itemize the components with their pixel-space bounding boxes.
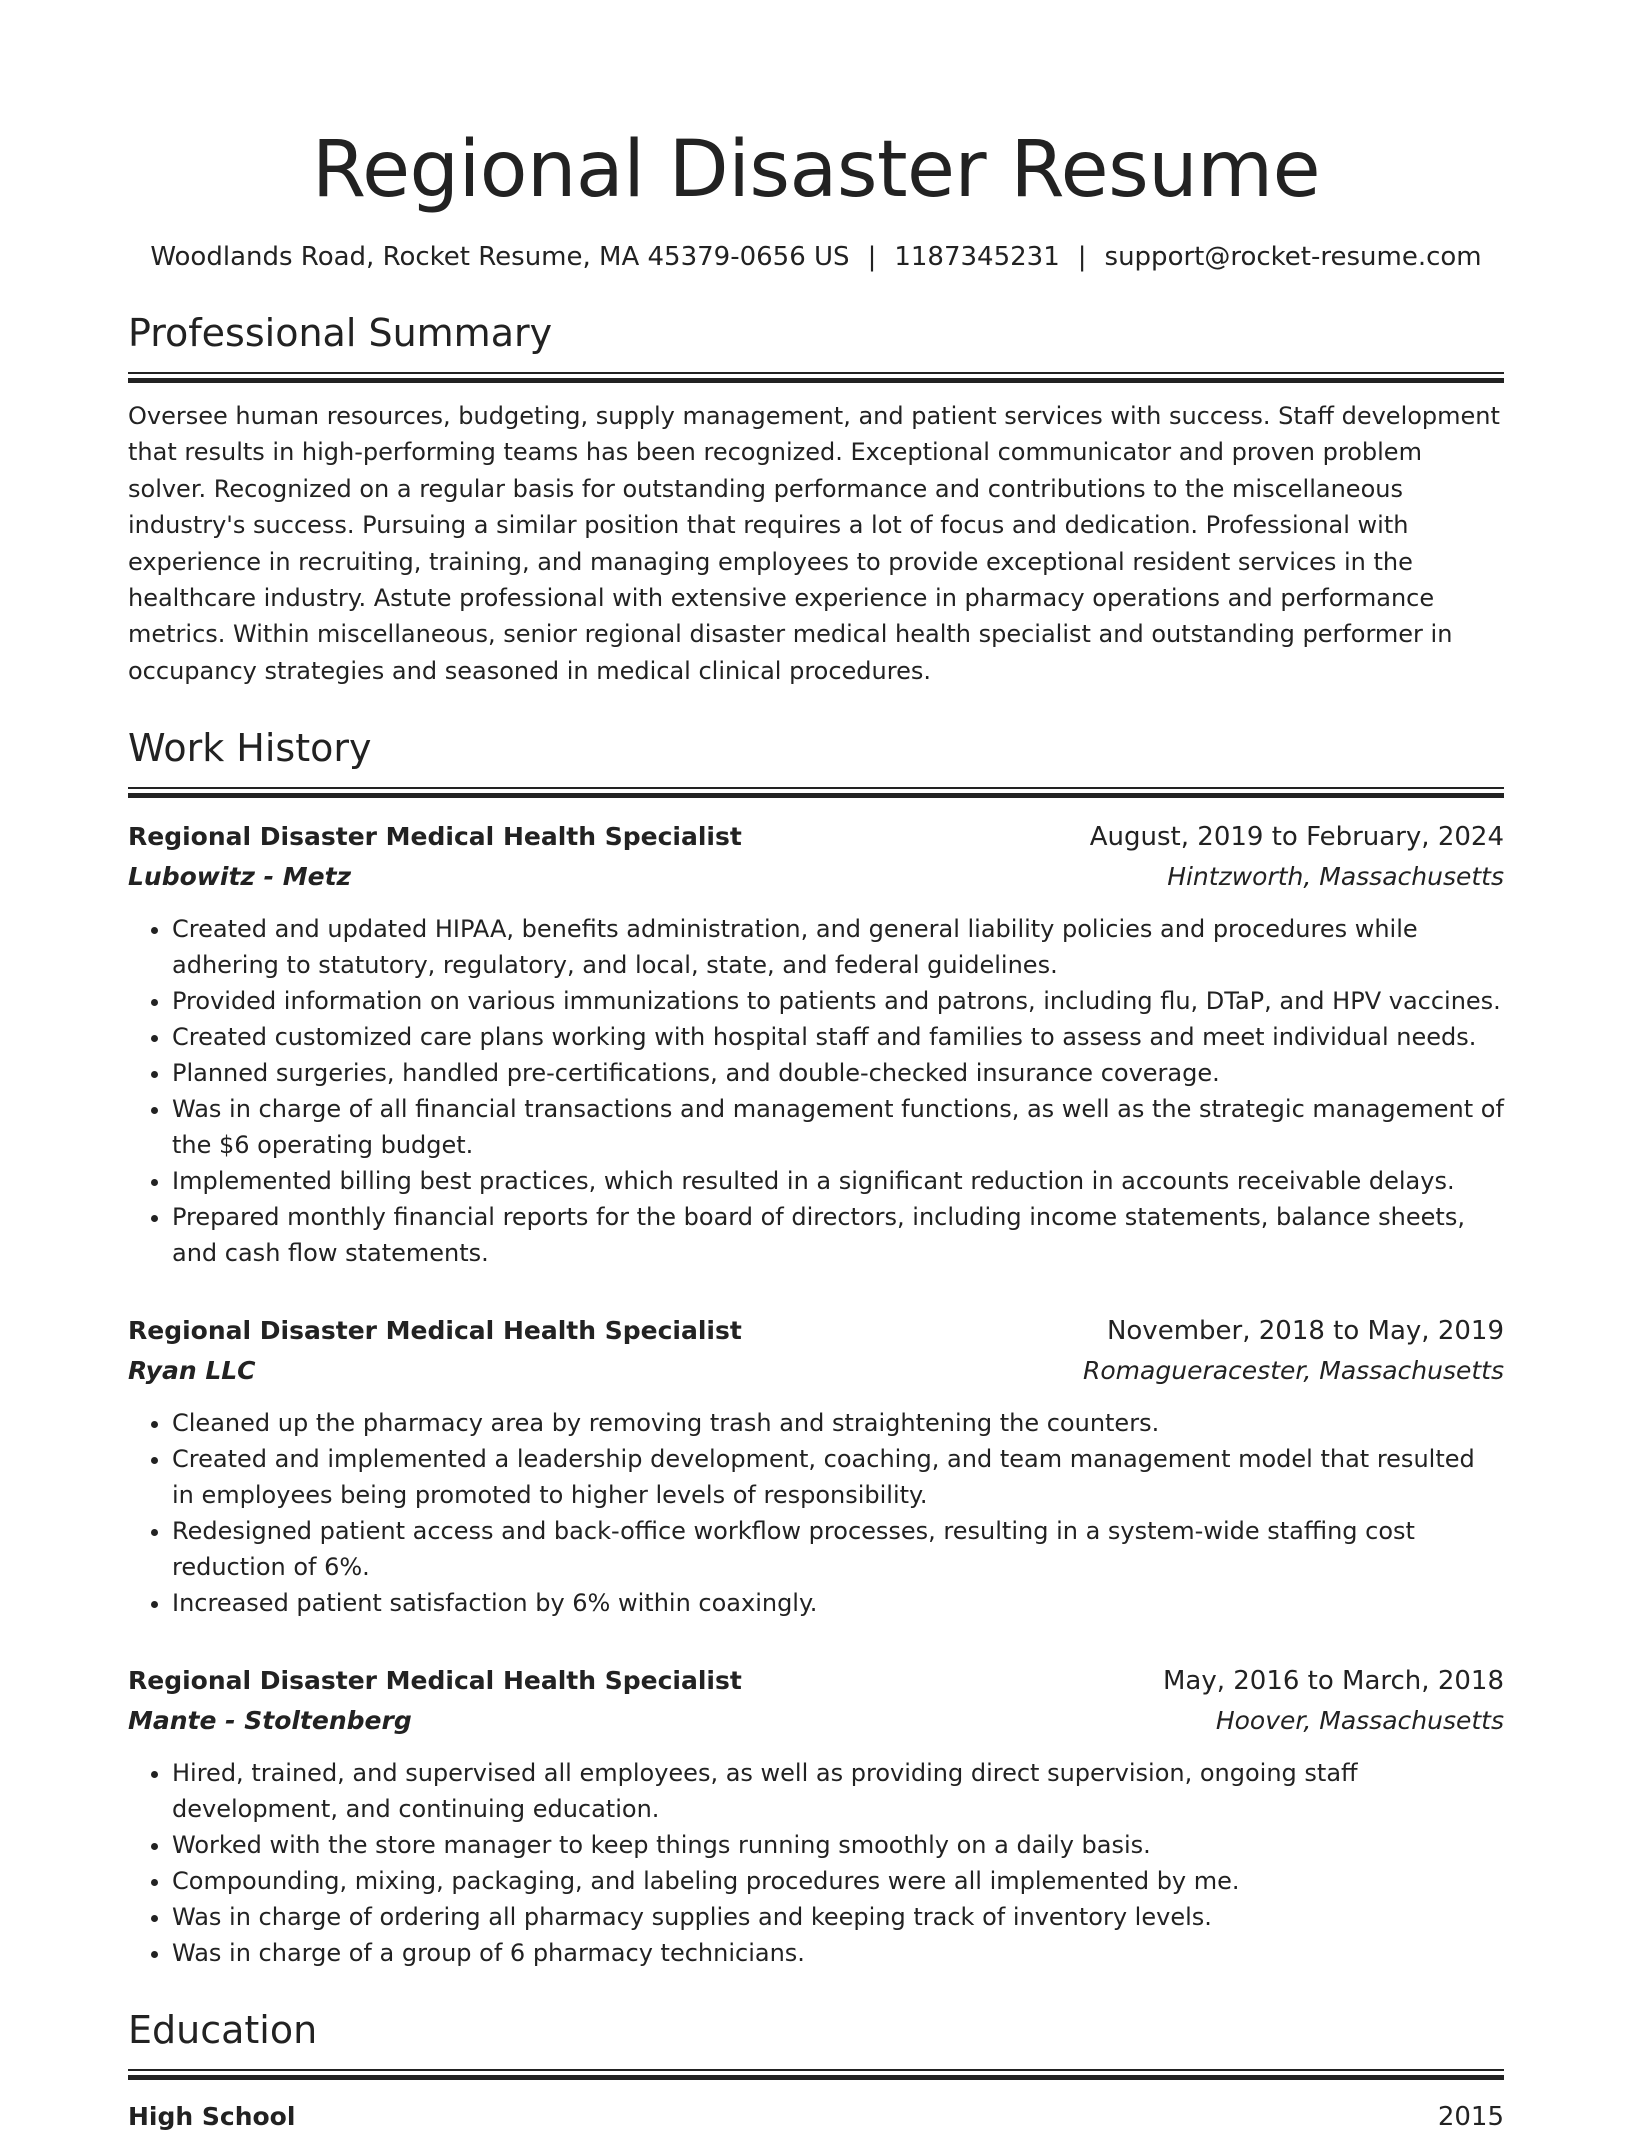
bullet-item: • Increased patient satisfaction by 6% within coaxingly. xyxy=(172,1585,1504,1621)
bullet-item: • Prepared monthly financial reports for the board of directors, including income statements, balance sheets, and cash flow statements. xyxy=(172,1199,1504,1271)
job-location: Hoover, Massachusetts xyxy=(1215,1706,1504,1736)
contact-email: support@rocket-resume.com xyxy=(1104,242,1482,272)
bullet-item: • Was in charge of ordering all pharmacy supplies and keeping track of inventory levels. xyxy=(172,1899,1504,1935)
resume-name: Regional Disaster Resume xyxy=(311,125,1321,215)
job-company: Lubowitz - Metz xyxy=(128,862,352,892)
bullet-item: • Was in charge of a group of 6 pharmacy technicians. xyxy=(172,1935,1504,1971)
job-title: Regional Disaster Medical Health Specialist xyxy=(128,1316,742,1346)
bullet-item: • Created and updated HIPAA, benefits administration, and general liability policies and procedures while adhering to statutory, regulatory, and local, state, and federal guidelines. xyxy=(172,911,1504,983)
section-divider xyxy=(128,787,1504,797)
bullet-item: • Created customized care plans working with hospital staff and families to assess and meet individual needs. xyxy=(172,1019,1504,1055)
job-entry xyxy=(128,1311,1504,1621)
job-entry xyxy=(128,1661,1504,1971)
section-divider xyxy=(128,2069,1504,2079)
job-location: Romagueracester, Massachusetts xyxy=(1083,1356,1504,1386)
section-divider xyxy=(128,372,1504,382)
bullet-item: • Created and implemented a leadership development, coaching, and team management model that resulted in employees being promoted to higher levels of responsibility. xyxy=(172,1441,1504,1513)
job-bullets xyxy=(128,1405,1504,1621)
job-company: Ryan LLC xyxy=(128,1356,256,1386)
work-history-section xyxy=(128,725,1504,1971)
job-dates: May, 2016 to March, 2018 xyxy=(1162,1666,1504,1697)
bullet-item: • Was in charge of all financial transactions and management functions, as well as the strategic management of the $6 operating budget. xyxy=(172,1091,1504,1163)
contact-separator: | xyxy=(1077,242,1087,272)
bullet-item: • Planned surgeries, handled pre-certifications, and double-checked insurance coverage. xyxy=(172,1055,1504,1091)
bullet-item: • Implemented billing best practices, which resulted in a significant reduction in accounts receivable delays. xyxy=(172,1163,1504,1199)
job-dates: November, 2018 to May, 2019 xyxy=(1106,1316,1504,1347)
education-entry xyxy=(128,2097,1504,2137)
contact-address: Woodlands Road, Rocket Resume, MA 45379-0656 US xyxy=(150,242,850,272)
summary-section xyxy=(128,310,1504,689)
bullet-item: • Compounding, mixing, packaging, and labeling procedures were all implemented by me. xyxy=(172,1863,1504,1899)
education-degree: High School xyxy=(128,2102,296,2132)
job-entry xyxy=(128,817,1504,1271)
job-bullets xyxy=(128,911,1504,1271)
bullet-item: • Worked with the store manager to keep things running smoothly on a daily basis. xyxy=(172,1827,1504,1863)
work-history-heading: Work History xyxy=(128,726,372,771)
contact-separator: | xyxy=(867,242,877,272)
summary-heading: Professional Summary xyxy=(128,311,553,355)
bullet-item: • Provided information on various immunizations to patients and patrons, including flu, DTaP, and HPV vaccines. xyxy=(172,983,1504,1019)
job-bullets xyxy=(128,1755,1504,1971)
job-title: Regional Disaster Medical Health Specialist xyxy=(128,1666,742,1696)
contact-line xyxy=(128,240,1504,274)
job-title: Regional Disaster Medical Health Specialist xyxy=(128,822,742,852)
bullet-item: • Cleaned up the pharmacy area by removing trash and straightening the counters. xyxy=(172,1405,1504,1441)
education-heading: Education xyxy=(128,2008,318,2053)
bullet-item: • Redesigned patient access and back-office workflow processes, resulting in a system-wide staffing cost reduction of 6%. xyxy=(172,1513,1504,1585)
contact-phone: 1187345231 xyxy=(894,242,1060,272)
job-dates: August, 2019 to February, 2024 xyxy=(1089,822,1504,853)
job-company: Mante - Stoltenberg xyxy=(128,1706,412,1736)
education-year: 2015 xyxy=(1437,2102,1504,2133)
education-section xyxy=(128,2007,1504,2137)
job-location: Hintzworth, Massachusetts xyxy=(1167,862,1504,892)
summary-text: Oversee human resources, budgeting, supply management, and patient services with success. Staff development that results in high-performing teams has been recognized. Exceptional communicator and proven problem solver. Recognized on a regular basis for outstanding performance and contributions to the miscellaneous industry's success. Pursuing a similar position that requires a lot of focus and dedication. Professional with experience in recruiting, training, and managing employees to provide exceptional resident services in the healthcare industry. Astute professional with extensive experience in pharmacy operations and performance metrics. Within miscellaneous, senior regional disaster medical health specialist and outstanding performer in occupancy strategies and seasoned in medical clinical procedures. xyxy=(128,402,1500,685)
bullet-item: • Hired, trained, and supervised all employees, as well as providing direct supervision, ongoing staff development, and continuing education. xyxy=(172,1755,1504,1827)
